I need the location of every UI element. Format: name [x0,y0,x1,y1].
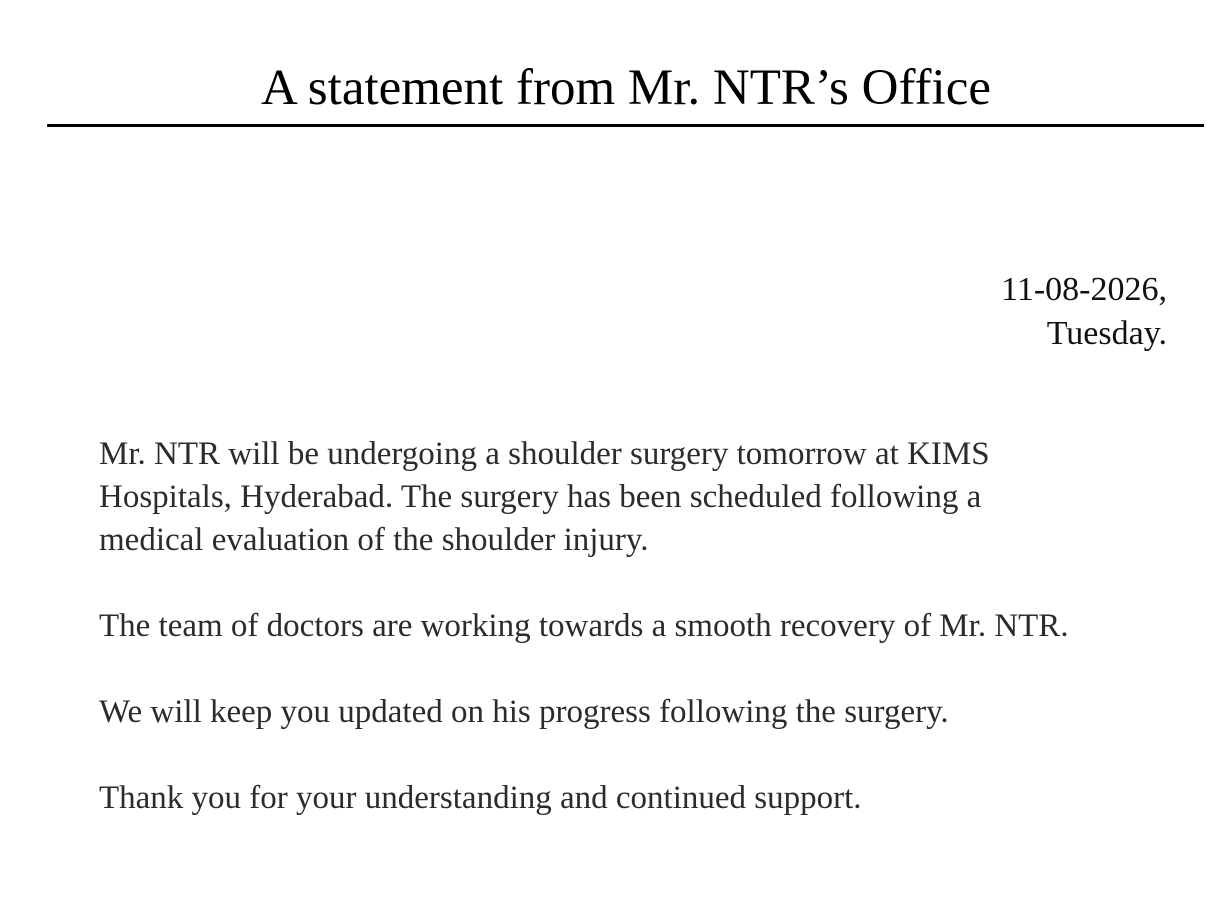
title-divider [47,124,1204,127]
paragraph-line: The team of doctors are working towards a smooth recovery of Mr. NTR. [99,608,1069,644]
paragraph-updates [99,691,1159,734]
day-line: Tuesday. [1046,315,1167,352]
statement-body [99,433,1159,863]
paragraph-line: We will keep you updated on his progress following the surgery. [99,694,949,730]
paragraph-line: medical evaluation of the shoulder injury. [99,522,649,558]
paragraph-surgery [99,433,1159,562]
date-block [1001,268,1167,356]
paragraph-thanks [99,777,1159,820]
paragraph-line: Thank you for your understanding and continued support. [99,780,862,816]
date-line: 11-08-2026, [1001,271,1167,308]
paragraph-line: Mr. NTR will be undergoing a shoulder surgery tomorrow at KIMS [99,436,990,472]
paragraph-doctors [99,605,1159,648]
statement-title: A statement from Mr. NTR’s Office [261,60,991,116]
paragraph-line: Hospitals, Hyderabad. The surgery has been scheduled following a [99,479,982,515]
